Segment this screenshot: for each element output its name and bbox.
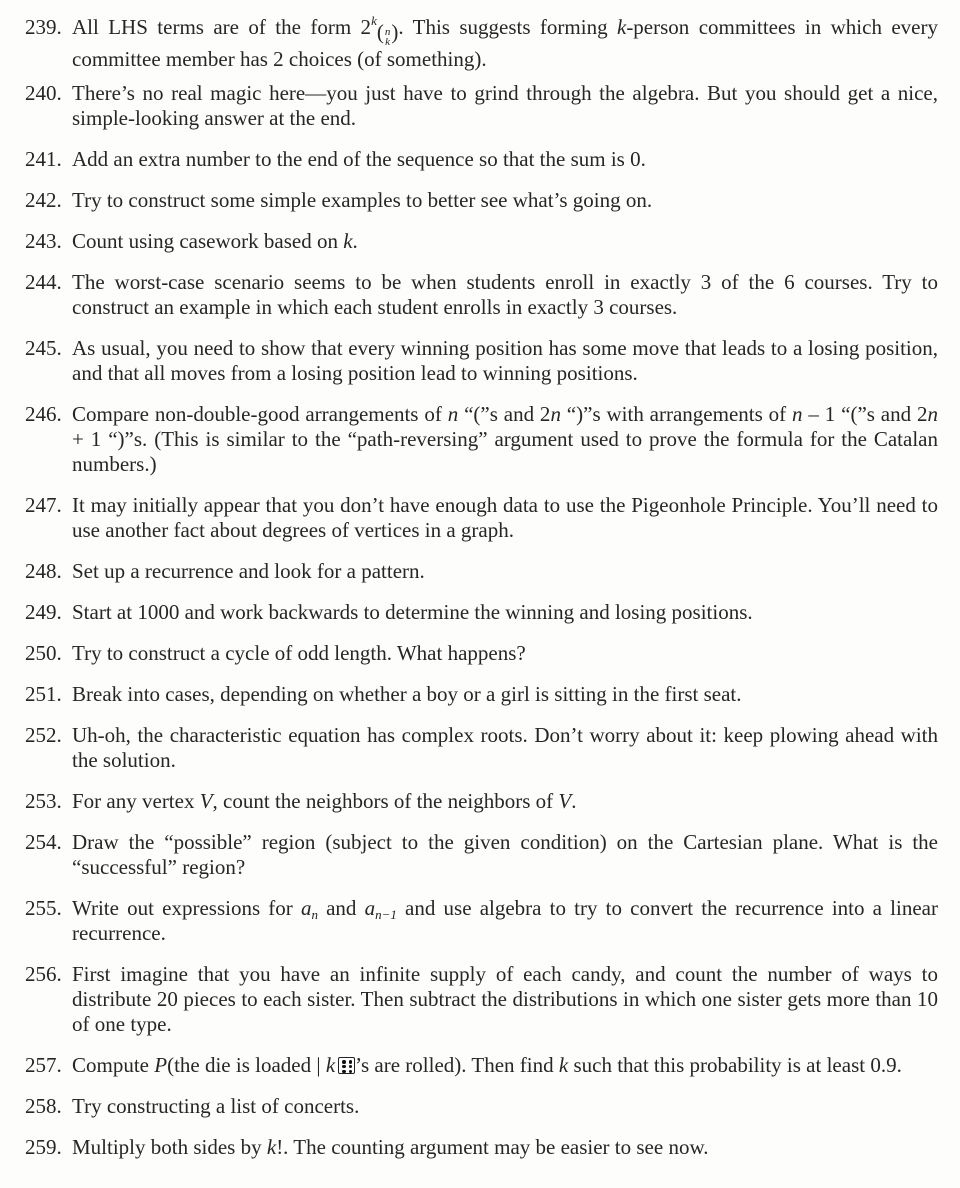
math-variable: a [364,896,376,920]
text-run: Try to construct a cycle of odd length. What happens? [72,641,526,665]
math-variable: n [792,402,803,426]
text-run: “(”s and 2 [458,402,551,426]
hint-number: 255. [25,896,62,920]
text-run: ’s are rolled). Then find [355,1053,559,1077]
text-run: . [571,789,577,813]
hint-number: 247. [25,493,62,517]
math-variable: P [154,1053,168,1077]
math-variable: k [343,229,353,253]
hint-number: 240. [25,81,62,105]
math-variable: a [300,896,312,920]
hint-item [25,81,938,131]
text-run: + 1 “)”s. (This is similar to the “path-reversing” argument used to prove the formula for the Catalan numbers.) [72,427,938,476]
text-run: Compute [72,1053,155,1077]
hint-text [72,188,938,213]
text-run: Add an extra number to the end of the sequence so that the sum is 0. [72,147,646,171]
hint-item [25,1053,938,1078]
hint-item [25,600,938,625]
text-run: Try constructing a list of concerts. [72,1094,360,1118]
right-paren: ) [391,20,399,44]
die-pip [349,1070,353,1074]
hint-text [72,81,938,131]
hint-item [25,270,938,320]
hint-text [72,896,938,946]
die-pip [349,1065,353,1069]
hint-item [25,229,938,254]
math-variable: k [558,1053,569,1077]
text-run: Draw the “possible” region (subject to the given condition) on the Cartesian plane. What is the “successful” region? [72,830,938,879]
hint-number: 242. [25,188,62,212]
hint-item [25,896,938,946]
text-run: Set up a recurrence and look for a pattern. [72,559,425,583]
hint-number: 248. [25,559,62,583]
hint-text [72,830,938,880]
math-subscript: n [311,907,318,922]
hint-number: 241. [25,147,62,171]
hint-text [72,682,938,707]
hint-number: 259. [25,1135,62,1159]
hint-text [72,600,938,625]
hint-text [72,270,938,320]
hint-item [25,559,938,584]
hint-item [25,15,938,72]
math-variable: k [266,1135,277,1159]
text-run: such that this probability is at least 0.9. [568,1053,902,1077]
binomial-coefficient [377,20,399,47]
text-run: Try to construct some simple examples to better see what’s going on. [72,188,653,212]
text-run: . This suggests forming [398,15,617,39]
text-run: Compare non-double-good arrangements of [72,402,448,426]
text-run: Start at 1000 and work backwards to determine the winning and losing positions. [72,600,753,624]
text-run: For any vertex [72,789,200,813]
math-variable: n [550,402,561,426]
hint-number: 245. [25,336,62,360]
math-variable: k [616,15,627,39]
hint-item [25,641,938,666]
text-run: There’s no real magic here—you just have to grind through the algebra. But you should get a nice, simple-looking answer at the end. [72,81,938,130]
math-variable: n [447,402,459,426]
text-run: As usual, you need to show that every winning position has some move that leads to a losing position, and that all moves from a losing position lead to winning positions. [72,336,938,385]
hint-text [72,962,938,1037]
text-run: and [317,896,365,920]
hint-text [72,15,938,72]
hint-text [72,336,938,386]
text-run: . [352,229,358,253]
binomial-bottom: k [385,36,391,48]
hint-item [25,830,938,880]
text-run: “)”s with arrangements of [560,402,793,426]
hint-item [25,682,938,707]
text-run: Break into cases, depending on whether a boy or a girl is sitting in the first seat. [72,682,742,706]
hint-item [25,1135,938,1160]
hint-item [25,493,938,543]
hint-item [25,789,938,814]
hint-number: 250. [25,641,62,665]
text-run: All LHS terms are of the form 2 [72,15,372,39]
hint-item [25,147,938,172]
math-variable: V [199,789,213,813]
hint-item [25,962,938,1037]
hint-number: 249. [25,600,62,624]
hint-item [25,188,938,213]
hint-number: 243. [25,229,62,253]
hint-text [72,229,938,254]
hint-number: 257. [25,1053,62,1077]
hint-text [72,402,938,477]
hint-item [25,336,938,386]
hint-number: 251. [25,682,62,706]
die-pip [342,1065,346,1069]
math-variable: V [558,789,572,813]
hint-item [25,723,938,773]
hint-text [72,723,938,773]
die-pip [349,1060,353,1064]
text-run: Multiply both sides by [72,1135,267,1159]
hint-text [72,1094,938,1119]
hint-number: 252. [25,723,62,747]
hint-item [25,1094,938,1119]
text-run: -person committees in which every committee member has 2 choices (of something). [72,15,938,71]
text-run: First imagine that you have an infinite supply of each candy, and count the number of ways to distribute 20 pieces to each sister. Then subtract the distributions in which one sister gets more than 10 of one type. [72,962,938,1036]
text-run: – 1 “(”s and 2 [802,402,928,426]
hint-text [72,1135,938,1160]
text-run: !. The counting argument may be easier to see now. [276,1135,709,1159]
hint-text [72,147,938,172]
hint-item [25,402,938,477]
binomial-stack [385,27,391,47]
text-run: Count using casework based on [72,229,344,253]
left-paren: ( [376,20,384,44]
math-variable: n [927,402,938,426]
hint-text [72,493,938,543]
hint-number: 258. [25,1094,62,1118]
text-run: Uh-oh, the characteristic equation has complex roots. Don’t worry about it: keep plowing ahead with the solution. [72,723,938,772]
hint-text [72,1053,938,1078]
hint-text [72,559,938,584]
math-variable: k [325,1053,336,1077]
text-run: It may initially appear that you don’t have enough data to use the Pigeonhole Principle. You’ll need to use another fact about degrees of vertices in a graph. [72,493,938,542]
hint-number: 244. [25,270,62,294]
hint-number: 253. [25,789,62,813]
hint-number: 246. [25,402,62,426]
text-run: Write out expressions for [72,896,301,920]
math-superscript: k [371,13,377,28]
hint-number: 239. [25,15,62,39]
hint-text [72,641,938,666]
binomial-top: n [384,26,391,38]
hint-text [72,789,938,814]
text-run: (the die is loaded | [167,1053,326,1077]
text-run: The worst-case scenario seems to be when students enroll in exactly 3 of the 6 courses. Try to construct an example in which each student enrolls in exactly 3 courses. [72,270,938,319]
hint-number: 254. [25,830,62,854]
hint-number: 256. [25,962,62,986]
text-run: , count the neighbors of the neighbors of [212,789,559,813]
die-six-icon [338,1057,355,1074]
math-subscript: n−1 [375,907,397,922]
text-run: and use algebra to try to convert the recurrence into a linear recurrence. [72,896,938,945]
die-pip [342,1070,346,1074]
die-pip [342,1060,346,1064]
